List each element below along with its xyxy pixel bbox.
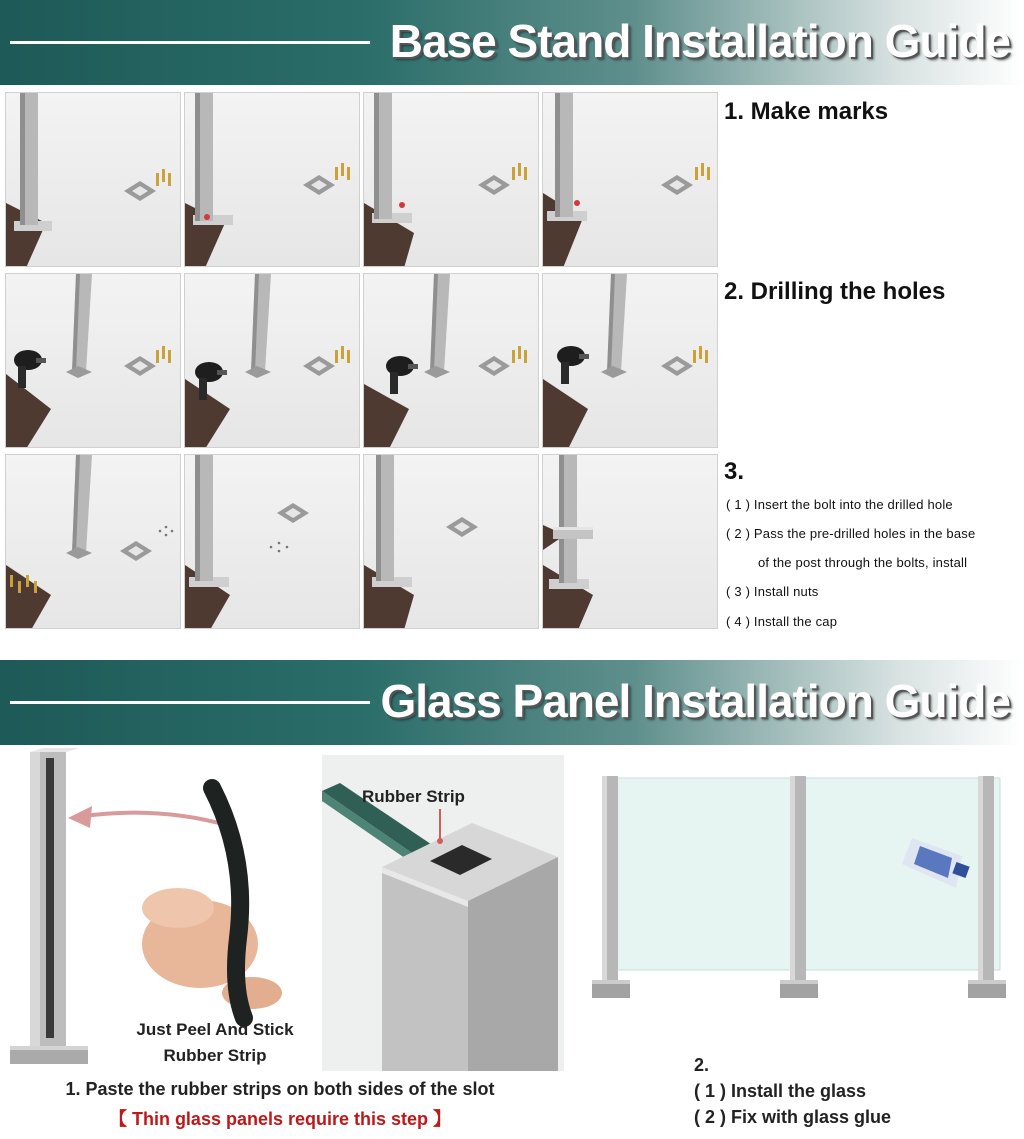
install-step-image: [184, 454, 360, 629]
mark-step-image: [184, 92, 360, 267]
base-guide-banner: [0, 0, 1024, 85]
banner-rule: [10, 701, 370, 704]
base-step-grid: [5, 92, 717, 632]
drill-step-image: [5, 273, 181, 448]
glass-step1-caption: 1. Paste the rubber strips on both sides of the slot: [65, 1079, 495, 1099]
drill-step-image: [184, 273, 360, 448]
bolt-icon: [156, 169, 171, 186]
glass-guide-title: Glass Panel Installation Guide: [380, 675, 1010, 727]
glass-guide-banner: [0, 660, 1024, 745]
drill-step-image: [542, 273, 718, 448]
mark-step-image: [363, 92, 539, 267]
glass-step2-title: 2.: [694, 1055, 710, 1075]
glass-step2-item2: ( 2 ) Fix with glass glue: [694, 1107, 892, 1127]
install-step-image: [5, 454, 181, 629]
banner-rule: [10, 41, 370, 44]
installed-glass-illustration: [590, 760, 1010, 1050]
drill-icon: [14, 350, 46, 388]
step3-item: ( 2 ) Pass the pre-drilled holes in the base: [726, 526, 976, 541]
peel-caption-line2: Rubber Strip: [163, 1046, 267, 1065]
step3-item: ( 1 ) Insert the bolt into the drilled hole: [726, 497, 953, 512]
step3-item: ( 3 ) Install nuts: [726, 584, 819, 599]
glass-step1-note: 【 Thin glass panels require this step 】: [108, 1109, 452, 1129]
arrow-icon: [68, 806, 230, 828]
step2-title: 2. Drilling the holes: [724, 278, 946, 305]
step3-title: 3.: [724, 458, 745, 485]
base-guide-title: Base Stand Installation Guide: [389, 15, 1010, 67]
step1-title: 1. Make marks: [724, 98, 889, 125]
mark-step-image: [5, 92, 181, 267]
step3-item: ( 4 ) Install the cap: [726, 614, 838, 629]
post-slot-closeup: [322, 755, 564, 1071]
rubber-strip-illustration: [0, 748, 315, 1078]
mark-step-image: [542, 92, 718, 267]
glass-step2-item1: ( 1 ) Install the glass: [694, 1081, 867, 1101]
peel-caption-line1: Just Peel And Stick: [136, 1020, 294, 1039]
install-step-image: [363, 454, 539, 629]
step3-item: of the post through the bolts, install: [758, 555, 968, 570]
install-step-image: [542, 454, 718, 629]
drill-step-image: [363, 273, 539, 448]
rubber-strip-label: Rubber Strip: [362, 787, 465, 806]
